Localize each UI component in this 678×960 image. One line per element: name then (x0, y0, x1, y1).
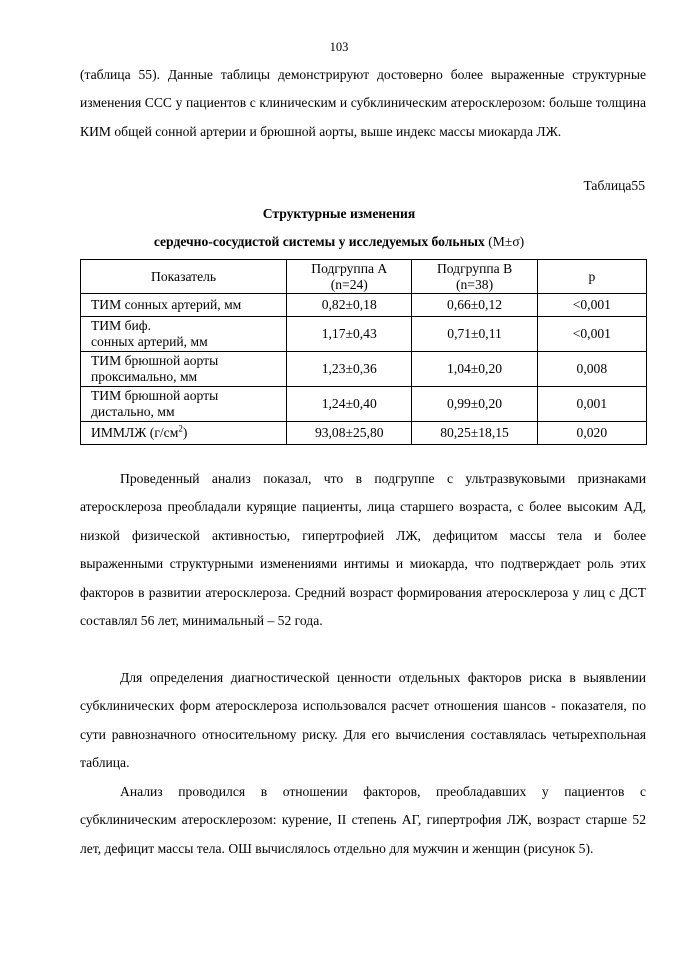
table-row (81, 317, 647, 352)
row-group-a-value: 1,23±0,36 (287, 352, 412, 387)
row-group-b-value: 0,99±0,20 (412, 387, 537, 422)
row-indicator: ТИМ биф. сонных артерий, мм (81, 317, 287, 352)
table-row (81, 352, 647, 387)
table-title-plain: (M±σ) (484, 234, 525, 249)
row-indicator: ТИМ сонных артерий, мм (81, 294, 287, 317)
row-p-value: 0,020 (537, 422, 646, 445)
header-indicator: Показатель (81, 260, 287, 294)
row-group-a-value: 1,24±0,40 (287, 387, 412, 422)
table-title-line2 (0, 234, 678, 250)
analysis-paragraph: Проведенный анализ показал, что в подгруппе с ультразвуковыми признаками атеросклероза преобладали курящие пациенты, лица старшего возраста, с более высоким АД, низкой физической активностью, гипертрофией ЛЖ, дефицитом массы тела и более выраженными структурными изменениями интимы и миокарда, что подтверждает роль этих факторов в развитии атеросклероза. Средний возраст формирования атеросклероза у лиц с ДСТ составлял 56 лет, минимальный – 52 года. (80, 471, 646, 629)
row-indicator: ТИМ брюшной аорты дистально, мм (81, 387, 287, 422)
header-group-b: Подгруппа В (n=38) (412, 260, 537, 294)
table-label: Таблица55 (583, 178, 645, 193)
row-p-value: 0,001 (537, 387, 646, 422)
table-header-row (81, 260, 647, 294)
row-indicator: ИММЛЖ $(г/см^2)$ (81, 422, 287, 445)
row-group-b-value: 1,04±0,20 (412, 352, 537, 387)
table-row (81, 422, 647, 445)
table-title-line1: Структурные изменения (262, 206, 416, 221)
table-title-bold: сердечно-сосудистой системы у исследуемых больных (153, 234, 485, 249)
header-p: p (537, 260, 646, 294)
table-row (81, 387, 647, 422)
intro-paragraph: (таблица 55). Данные таблицы демонстрируют достоверно более выраженные структурные изменения ССС у пациентов с клиническим и субклиническим атеросклерозом: больше толщина КИМ общей сонной артерии и брюшной аорты, выше индекс массы миокарда ЛЖ. (80, 67, 646, 139)
row-p-value: <0,001 (537, 294, 646, 317)
row-group-a-value: 0,82±0,18 (287, 294, 412, 317)
row-p-value: 0,008 (537, 352, 646, 387)
table-row (81, 294, 647, 317)
row-group-b-value: 0,71±0,11 (412, 317, 537, 352)
row-group-b-value: 80,25±18,15 (412, 422, 537, 445)
row-group-a-value: 1,17±0,43 (287, 317, 412, 352)
header-group-a: Подгруппа А (n=24) (287, 260, 412, 294)
structural-changes-table (80, 259, 647, 445)
row-p-value: <0,001 (537, 317, 646, 352)
diagnostic-value-paragraph: Для определения диагностической ценности отдельных факторов риска в выявлении субклинических форм атеросклероза использовался расчет отношения шансов - показателя, по сути равнозначного относительному риску. Для его вычисления составлялась четырехпольная таблица. (80, 670, 646, 771)
row-group-a-value: 93,08±25,80 (287, 422, 412, 445)
row-group-b-value: 0,66±0,12 (412, 294, 537, 317)
factors-paragraph: Анализ проводился в отношении факторов, преобладавших у пациентов с субклиническим атеросклерозом: курение, II степень АГ, гипертрофия ЛЖ, возраст старше 52 лет, дефицит массы тела. ОШ вычислялось отдельно для мужчин и женщин (рисунок 5). (80, 784, 646, 856)
row-indicator: ТИМ брюшной аорты проксимально, мм (81, 352, 287, 387)
page-number: 103 (329, 40, 349, 54)
